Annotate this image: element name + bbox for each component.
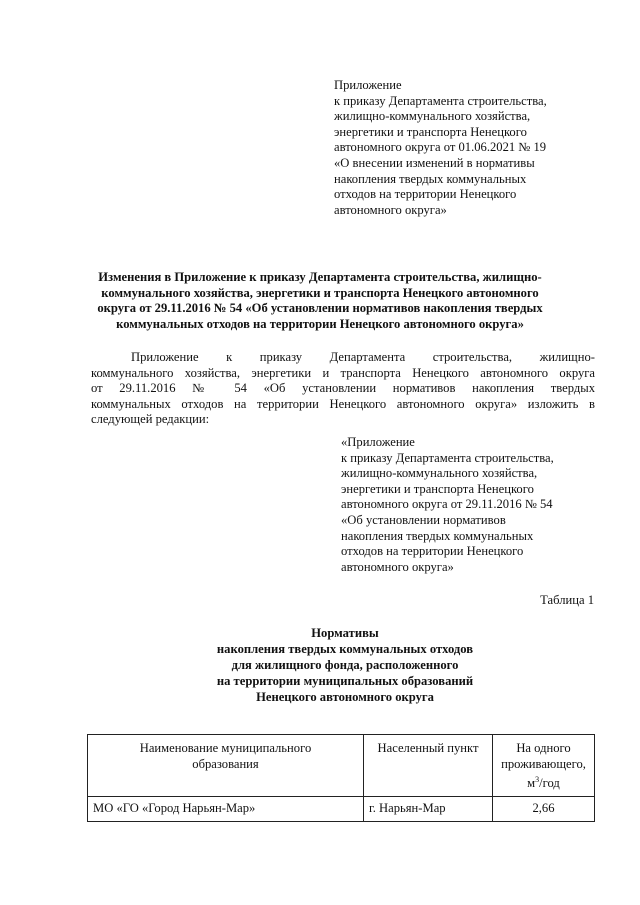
header-norm-line: На одного [516, 741, 571, 755]
norms-title [70, 625, 620, 705]
header-municipality-line: Наименование муниципального [139, 741, 312, 755]
new-appendix-header-line: «Приложение [341, 435, 415, 449]
unit-m: м [527, 776, 536, 791]
main-title-line: округа от 29.11.2016 № 54 «Об установлении нормативов накопления твердых [97, 301, 543, 316]
table-label: Таблица 1 [540, 593, 594, 607]
header-municipality-line: образования [192, 756, 259, 771]
body-paragraph-line: коммунального хозяйства, энергетики и транспорта Ненецкого автономного округа [91, 365, 595, 380]
new-appendix-header-line: автономного округа» [341, 559, 454, 574]
unit-rest: /год [539, 776, 560, 791]
appendix-header-line: накопления твердых коммунальных [334, 171, 527, 186]
appendix-header-line: отходов на территории Ненецкого [334, 187, 517, 202]
main-title-line: коммунального хозяйства, энергетики и транспорта Ненецкого автономного [101, 285, 539, 300]
cell-settlement: г. Нарьян-Мар [364, 796, 493, 821]
main-title-line: коммунальных отходов на территории Ненецкого автономного округа» [116, 316, 524, 331]
cell-municipality: МО «ГО «Город Нарьян-Мар» [88, 796, 364, 821]
main-title [70, 270, 570, 332]
norms-title-line: Ненецкого автономного округа [256, 690, 434, 704]
new-appendix-header-line: «Об установлении нормативов [341, 512, 506, 527]
new-appendix-header-line: накопления твердых коммунальных [341, 528, 534, 543]
table-header-row [88, 735, 595, 797]
new-appendix-header-line: к приказу Департамента строительства, [341, 450, 554, 465]
appendix-header [334, 78, 547, 218]
norms-title-line: накопления твердых коммунальных отходов [216, 642, 474, 656]
table-row [88, 796, 595, 821]
body-paragraph-line: коммунальных отходов на территории Ненецкого автономного округа» изложить в [91, 396, 595, 411]
norms-title-line: на территории муниципальных образований [216, 674, 474, 688]
main-title-line: Изменения в Приложение к приказу Департамента строительства, жилищно- [98, 270, 542, 284]
cell-value: 2,66 [493, 796, 595, 821]
new-appendix-header-line: жилищно-коммунального хозяйства, [341, 466, 538, 481]
body-paragraph [91, 350, 595, 428]
new-appendix-header [341, 435, 554, 575]
appendix-header-line: жилищно-коммунального хозяйства, [334, 109, 531, 124]
appendix-header-line: автономного округа» [334, 202, 447, 217]
appendix-header-line: энергетики и транспорта Ненецкого [334, 124, 527, 139]
appendix-header-line: «О внесении изменений в нормативы [334, 155, 535, 170]
header-norm [493, 735, 595, 797]
appendix-header-line: автономного округа от 01.06.2021 № 19 [334, 140, 547, 155]
header-settlement-text: Населенный пункт [377, 741, 479, 755]
new-appendix-header-line: энергетики и транспорта Ненецкого [341, 481, 534, 496]
unit-superscript: 3 [535, 775, 540, 785]
body-paragraph-line: Приложение к приказу Департамента строительства, жилищно- [131, 350, 595, 364]
header-settlement [364, 735, 493, 797]
header-norm-unit [498, 772, 589, 792]
norms-table [87, 734, 595, 822]
appendix-header-line: к приказу Департамента строительства, [334, 93, 547, 108]
header-norm-line: проживающего, [501, 756, 586, 771]
header-municipality [88, 735, 364, 797]
new-appendix-header-line: отходов на территории Ненецкого [341, 544, 524, 559]
norms-title-line: Нормативы [311, 626, 379, 640]
body-paragraph-line: следующей редакции: [91, 412, 210, 427]
appendix-header-line: Приложение [334, 78, 402, 92]
body-paragraph-line: от 29.11.2016 № 54 «Об установлении нормативов накопления твердых [91, 381, 595, 396]
norms-title-line: для жилищного фонда, расположенного [231, 658, 459, 672]
new-appendix-header-line: автономного округа от 29.11.2016 № 54 [341, 497, 553, 512]
